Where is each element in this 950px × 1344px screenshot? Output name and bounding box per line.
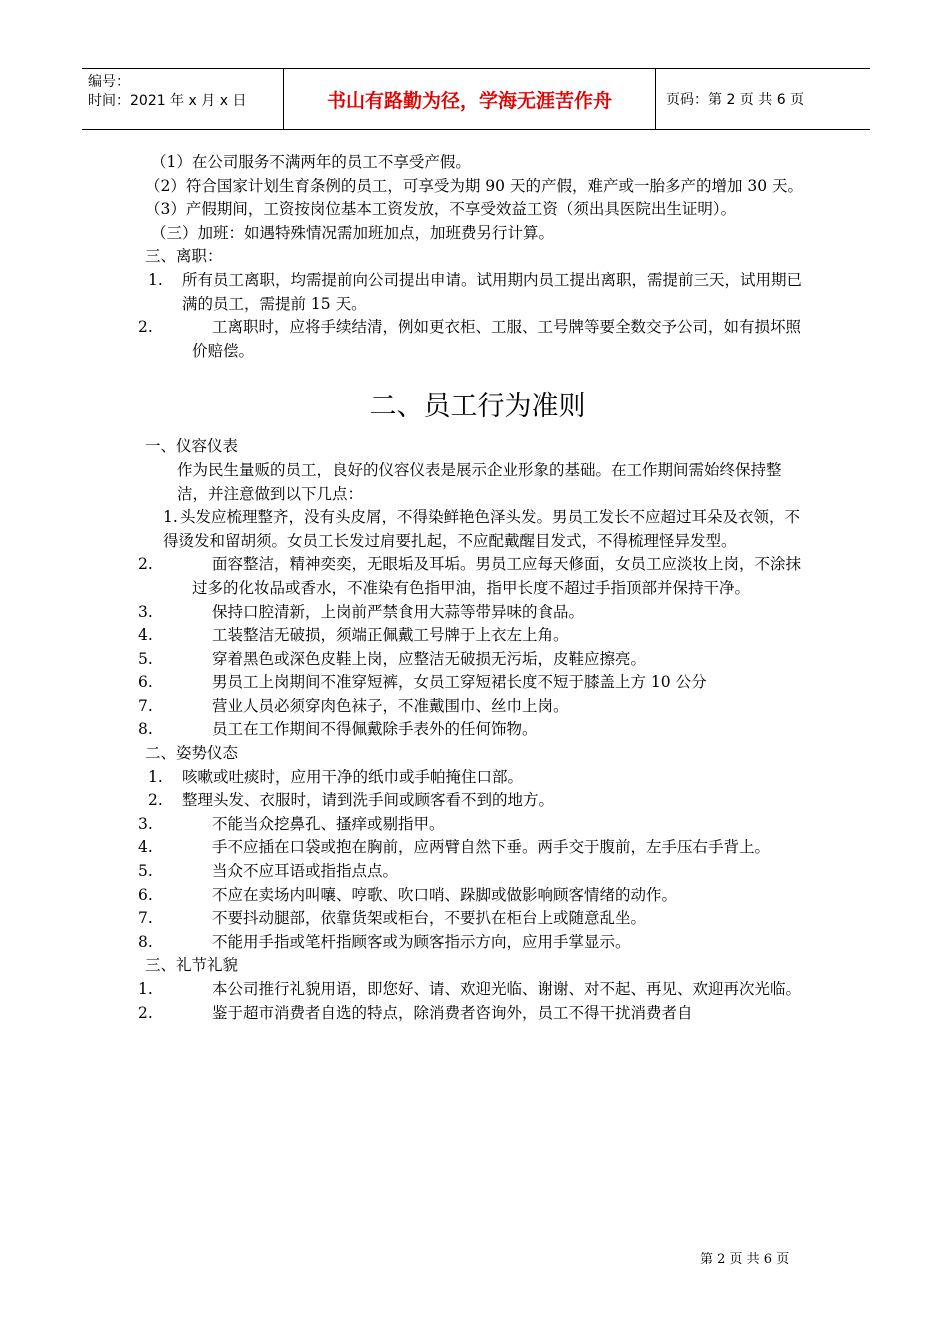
item-number: 2.	[148, 791, 163, 810]
paragraph-maternity-1: （1）在公司服务不满两年的员工不享受产假。	[151, 153, 471, 171]
subsection-title-appearance: 一、仪容仪表	[145, 437, 239, 456]
list-item	[138, 978, 810, 1002]
item-text: 不能当众挖鼻孔、搔痒或剔指甲。	[212, 814, 445, 833]
posture-list	[138, 766, 810, 955]
document-body	[138, 151, 810, 1025]
list-item	[138, 907, 810, 931]
list-item	[145, 506, 810, 553]
item-text: 面容整洁，精神奕奕，无眼垢及耳垢。男员工应每天修面，女员工应淡妆上岗，不涂抹过多的化妆品或香水，不准染有色指甲油，指甲长度不超过手指顶部并保持干净。	[192, 555, 802, 597]
item-text: 营业人员必须穿肉色袜子，不准戴围巾、丝巾上岗。	[212, 696, 569, 715]
item-number: 2.	[138, 318, 153, 337]
item-text: 头发应梳理整齐，没有头皮屑，不得染鲜艳色泽头发。男员工发长不应超过耳朵及衣领，不得烫发和留胡须。女员工长发过肩要扎起，不应配戴醒目发式，不得梳理怪异发型。	[163, 508, 801, 550]
item-number: 7.	[138, 909, 153, 928]
subsection-title-etiquette: 三、礼节礼貌	[145, 956, 239, 975]
list-item	[138, 648, 810, 672]
resignation-item-2	[138, 316, 810, 363]
list-item	[138, 624, 810, 648]
item-text: 手不应插在口袋或抱在胸前，应两臂自然下垂。两手交于腹前，左手压右手背上。	[212, 838, 771, 857]
page-header	[82, 68, 870, 130]
appearance-list	[138, 506, 810, 742]
list-item	[138, 553, 810, 600]
list-item	[145, 789, 810, 813]
item-text: 所有员工离职，均需提前向公司提出申请。试用期内员工提出离职，需提前三天，试用期已满的员工，需提前 15 天。	[182, 270, 803, 313]
header-page-info: 页码：第 2 页 共 6 页	[666, 92, 805, 108]
list-item	[138, 718, 810, 742]
item-text: 咳嗽或吐痰时，应用干净的纸巾或手帕掩住口部。	[182, 767, 524, 786]
item-number: 5.	[138, 862, 153, 881]
item-text: 鉴于超市消费者自选的特点，除消费者咨询外，员工不得干扰消费者自	[212, 1003, 693, 1022]
list-item	[138, 671, 810, 695]
item-number: 1.	[138, 980, 153, 998]
item-text: 工离职时，应将手续结清，例如更衣柜、工服、工号牌等要全数交予公司，如有损坏照价赔偿。	[192, 318, 802, 360]
item-text: 工装整洁无破损，须端正佩戴工号牌于上衣左上角。	[212, 626, 569, 645]
header-motto: 书山有路勤为径，学海无涯苦作舟	[283, 69, 656, 129]
code-label: 编号：	[88, 74, 130, 90]
item-number: 6.	[138, 885, 153, 904]
item-text: 员工在工作期间不得佩戴除手表外的任何饰物。	[212, 720, 538, 739]
item-number: 5.	[138, 649, 153, 668]
appearance-intro: 作为民生量贩的员工，良好的仪容仪表是展示企业形象的基础。在工作期间需始终保持整洁，并注意做到以下几点：	[177, 460, 782, 503]
header-meta	[82, 69, 283, 129]
item-text: 穿着黑色或深色皮鞋上岗，应整洁无破损无污垢，皮鞋应擦亮。	[212, 649, 647, 668]
item-number: 4.	[138, 626, 153, 645]
list-item	[138, 813, 810, 837]
section-title: 二、员工行为准则	[369, 391, 586, 423]
etiquette-list	[138, 978, 810, 1025]
item-text: 男员工上岗期间不准穿短裤，女员工穿短裙长度不短于膝盖上方 10 公分	[212, 673, 707, 692]
heading-resignation: 三、离职：	[145, 247, 223, 266]
item-number: 2.	[138, 1003, 153, 1022]
item-number: 6.	[138, 673, 153, 692]
item-text: 整理头发、衣服时，请到洗手间或顾客看不到的地方。	[182, 791, 555, 810]
list-item	[138, 836, 810, 860]
list-item	[138, 601, 810, 625]
list-item	[138, 860, 810, 884]
item-text: 当众不应耳语或指指点点。	[212, 862, 399, 881]
item-text: 不应在卖场内叫嚷、哼歌、吹口哨、跺脚或做影响顾客情绪的动作。	[212, 885, 678, 904]
paragraph-overtime: （三）加班：如遇特殊情况需加班加点，加班费另行计算。	[151, 223, 555, 242]
item-number: 4.	[138, 838, 153, 857]
item-number: 8.	[138, 932, 153, 951]
list-item	[138, 884, 810, 908]
item-text: 本公司推行礼貌用语，即您好、请、欢迎光临、谢谢、对不起、再见、欢迎再次光临。	[212, 980, 802, 998]
page-footer: 第 2 页 共 6 页	[700, 1252, 790, 1267]
item-number: 3.	[138, 814, 153, 833]
paragraph-maternity-2: （2）符合国家计划生育条例的员工，可享受为期 90 天的产假，难产或一胎多产的增加 30 天。	[145, 176, 804, 195]
paragraph-maternity-3: （3）产假期间，工资按岗位基本工资发放，不享受效益工资（须出具医院出生证明）。	[145, 200, 737, 219]
subsection-title-posture: 二、姿势仪态	[145, 744, 239, 763]
time-label: 时间：2021 年 x 月 x 日	[88, 93, 247, 109]
item-number: 3.	[138, 602, 153, 621]
item-number: 1.	[148, 767, 163, 786]
item-text: 保持口腔清新，上岗前严禁食用大蒜等带异味的食品。	[212, 602, 585, 621]
item-number: 8.	[138, 720, 153, 739]
item-number: 1.	[163, 508, 178, 527]
list-item	[138, 931, 810, 955]
list-item	[138, 695, 810, 719]
item-text: 不能用手指或笔杆指顾客或为顾客指示方向，应用手掌显示。	[212, 932, 631, 951]
item-number: 7.	[138, 696, 153, 715]
list-item	[145, 766, 810, 790]
item-number: 2.	[138, 555, 153, 574]
item-number: 1.	[148, 270, 163, 289]
list-item	[138, 1002, 810, 1026]
resignation-item-1	[145, 269, 810, 316]
item-text: 不要抖动腿部，依靠货架或柜台，不要扒在柜台上或随意乱坐。	[212, 909, 647, 928]
